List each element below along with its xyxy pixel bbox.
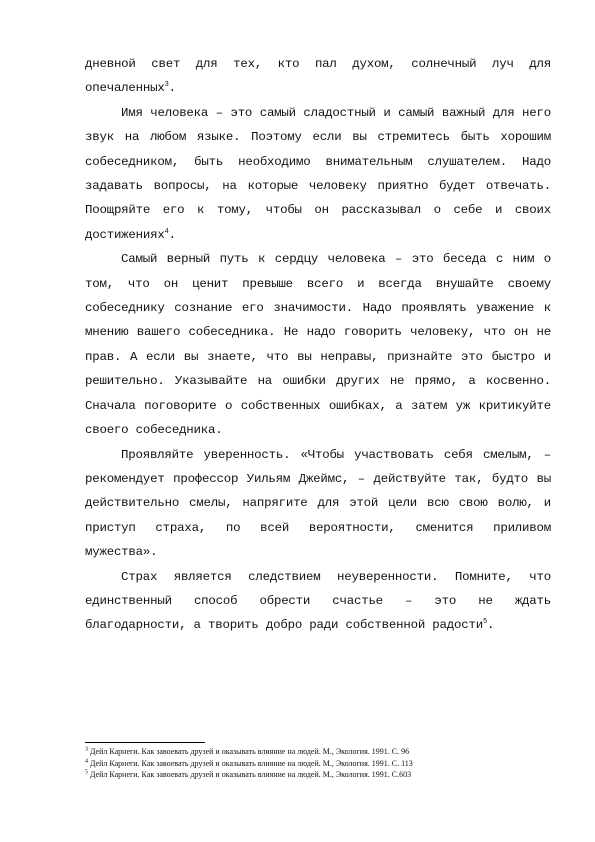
footnote-text: Дейл Карнеги. Как завоевать друзей и оказывать влияние на людей. М., Экология. 1991. С. 96: [90, 747, 410, 756]
body-text: [85, 52, 551, 638]
paragraph-3: [85, 247, 551, 442]
footnote-number: 3: [85, 746, 88, 753]
footnote-ref: 3: [164, 81, 169, 90]
footnote-5: [85, 769, 551, 781]
paragraph-text: Самый верный путь к сердцу человека – это беседа с ним о том, что он ценит превыше всего и всегда внушайте своему собеседнику сознание его значимости. Надо проявлять уважение к мнению вашего собеседника. Не надо говорить человеку, что он не прав. А если вы знаете, что вы неправы, признайте это быстро и решительно. Указывайте на ошибки других не прямо, а косвенно. Сначала поговорите о собственных ошибках, а затем уж критикуйте своего собеседника.: [85, 252, 551, 438]
paragraph-text: дневной свет для тех, кто пал духом, солнечный луч для опечаленных: [85, 57, 551, 96]
footnote-separator: [85, 742, 205, 743]
footnote-4: [85, 758, 551, 770]
paragraph-text: Имя человека – это самый сладостный и самый важный для него звук на любом языке. Поэтому если вы стремитесь быть хорошим собеседником, быть необходимо внимательным слушателем. Надо задавать вопросы, на которые человеку приятно будет отвечать. Поощряйте его к тому, чтобы он рассказывал о себе и своих достижениях: [85, 105, 551, 242]
paragraph-2: [85, 101, 551, 247]
footnote-text: Дейл Карнеги. Как завоевать друзей и оказывать влияние на людей. М., Экология. 1991. С.603: [90, 770, 412, 779]
footnote-ref: 4: [164, 227, 169, 236]
paragraph-text: Проявляйте уверенность. «Чтобы участвовать себя смелым, – рекомендует профессор Уильям Джеймс, – действуйте так, будто вы действительно смелы, напрягите для этой цели всю свою волю, и приступ страха, по всей вероятности, сменится приливом мужества».: [85, 447, 551, 560]
footnotes: [85, 746, 551, 781]
paragraph-text: Страх является следствием неуверенности. Помните, что единственный способ обрести счастье – это не ждать благодарности, а творить добро ради собственной радости: [85, 569, 551, 633]
paragraph-1: [85, 52, 551, 101]
paragraph-end: .: [486, 618, 495, 633]
footnote-text: Дейл Карнеги. Как завоевать друзей и оказывать влияние на людей. М., Экология. 1991. С. 113: [90, 758, 413, 768]
footnote-3: [85, 746, 551, 758]
paragraph-end: .: [168, 227, 176, 242]
paragraph-5: [85, 565, 551, 638]
footnote-number: 5: [85, 769, 88, 776]
footnote-number: 4: [85, 757, 88, 764]
paragraph-end: .: [168, 81, 176, 96]
footnote-ref: 5: [482, 618, 487, 627]
paragraph-4: [85, 443, 551, 565]
